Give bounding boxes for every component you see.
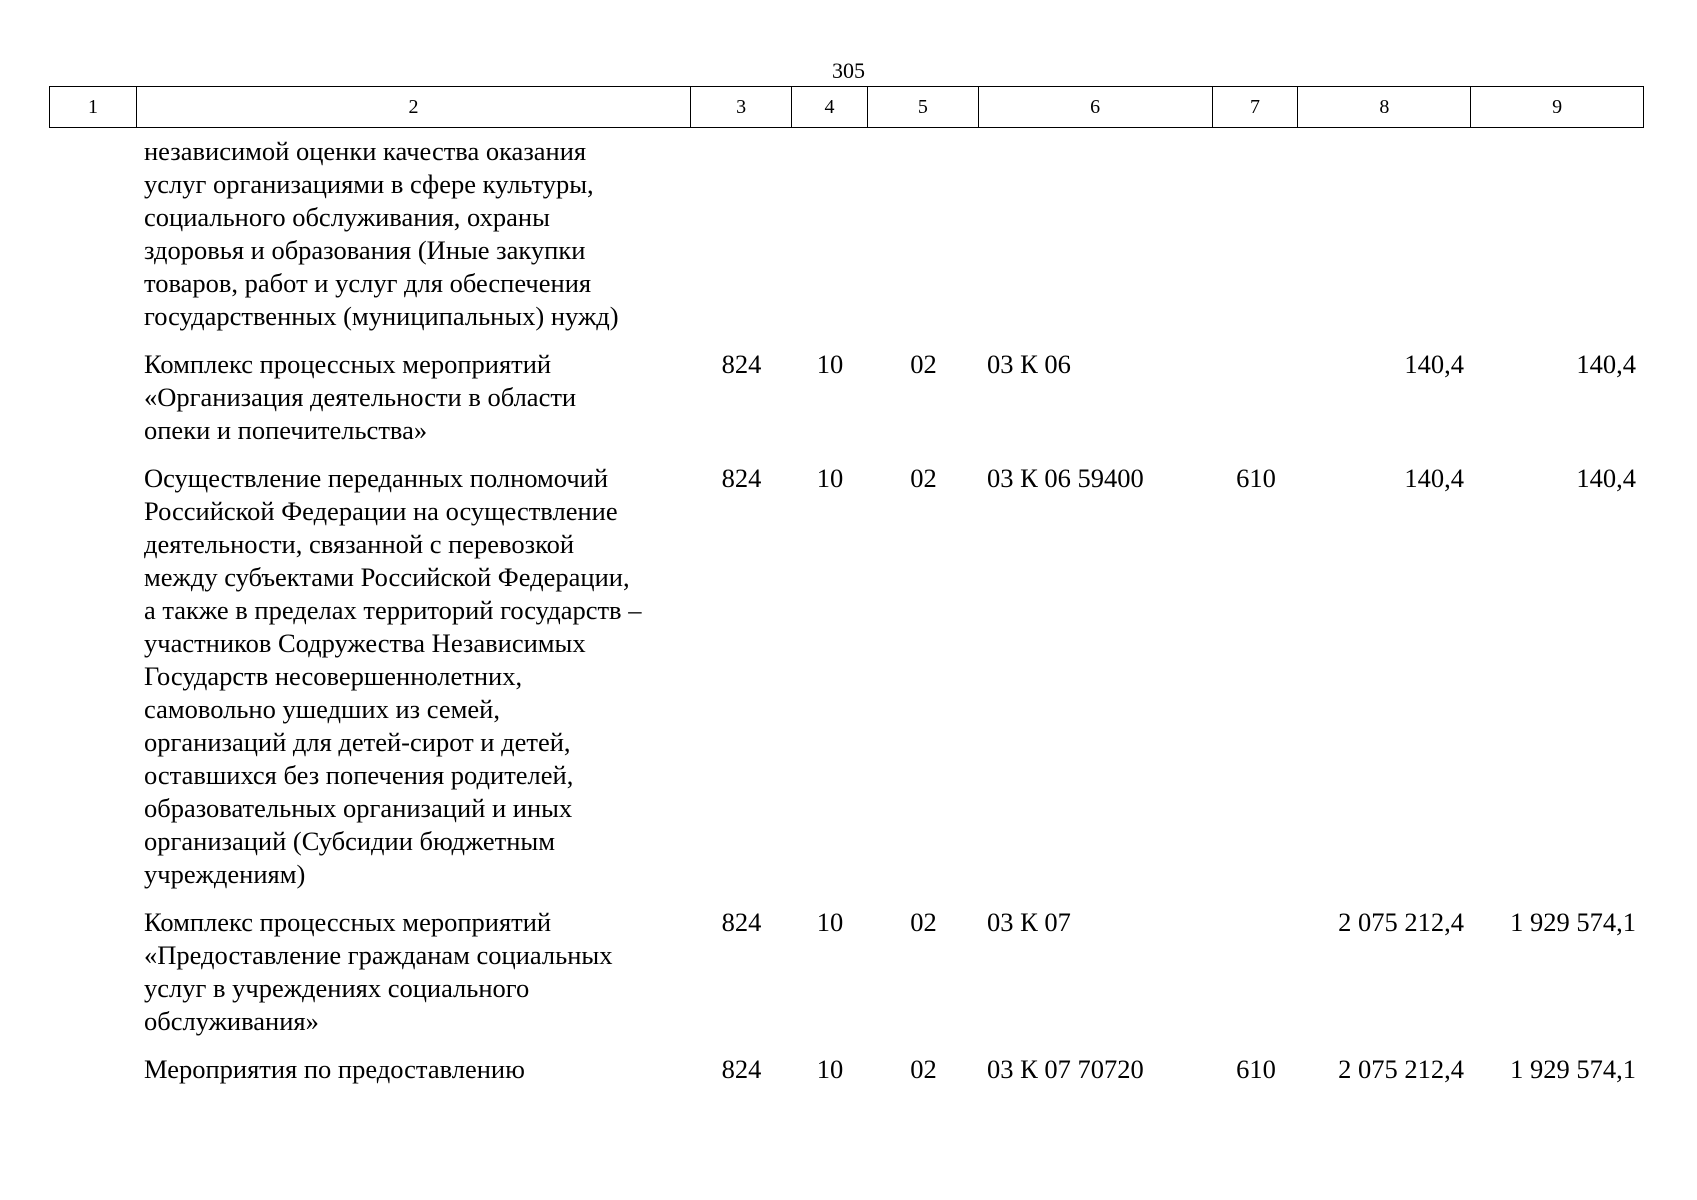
row-col-3: 824	[721, 1054, 762, 1084]
row-col-9: 1 929 574,1	[1510, 1054, 1636, 1084]
row-name: независимой оценки качества оказания услуг организациями в сфере культуры, социального обслуживания, охраны здоровья и образования (Иные закупки товаров, работ и услуг для обеспечения государственных (муниципальных) нужд)	[144, 136, 619, 331]
row-col-9	[1472, 135, 1644, 333]
row-col-8: 2 075 212,4	[1338, 907, 1464, 937]
row-col-7	[1213, 135, 1299, 333]
header-col-1: 1	[50, 87, 137, 127]
row-name: Комплекс процессных мероприятий «Предоставление гражданам социальных услуг в учреждениях социального обслуживания»	[144, 907, 613, 1036]
row-col-4: 10	[816, 463, 844, 493]
row-name: Комплекс процессных мероприятий «Организация деятельности в области опеки и попечительства»	[144, 349, 577, 445]
table-row	[49, 348, 1644, 447]
page-number: 305	[832, 58, 865, 83]
row-col-4	[792, 135, 868, 333]
header-col-5: 5	[868, 87, 979, 127]
row-col-3: 824	[721, 907, 762, 937]
header-col-3: 3	[691, 87, 792, 127]
row-col-6: 03 К 06 59400	[987, 463, 1144, 493]
row-col-5: 02	[910, 349, 937, 379]
table-header	[49, 86, 1644, 128]
row-col-5: 02	[910, 1054, 937, 1084]
header-col-8: 8	[1298, 87, 1471, 127]
header-col-9: 9	[1552, 95, 1563, 118]
table-row	[49, 906, 1644, 1038]
row-col-4: 10	[816, 907, 844, 937]
table-row	[49, 1053, 1644, 1086]
row-col-6	[979, 135, 1213, 333]
row-col-8: 140,4	[1404, 349, 1464, 379]
row-col-9: 1 929 574,1	[1510, 907, 1636, 937]
row-col-9: 140,4	[1576, 349, 1636, 379]
header-col-2: 2	[137, 87, 691, 127]
table-row	[49, 462, 1644, 891]
row-col-4: 10	[816, 349, 844, 379]
row-col-5: 02	[910, 463, 937, 493]
header-col-7: 7	[1213, 87, 1299, 127]
row-col-8: 140,4	[1404, 463, 1464, 493]
row-col-5: 02	[910, 907, 937, 937]
row-col-8: 2 075 212,4	[1338, 1054, 1464, 1084]
row-col-3	[691, 135, 792, 333]
row-col-9: 140,4	[1576, 463, 1636, 493]
header-col-4: 4	[792, 87, 868, 127]
table-row	[49, 135, 1644, 333]
row-col-3: 824	[721, 463, 762, 493]
header-col-6: 6	[979, 87, 1213, 127]
row-col-7	[1213, 906, 1299, 1038]
row-col-8	[1299, 135, 1472, 333]
row-col-6: 03 К 06	[987, 349, 1071, 379]
row-name: Мероприятия по предоставлению	[144, 1054, 525, 1084]
table-body	[49, 135, 1644, 1101]
row-col-6: 03 К 07 70720	[987, 1054, 1144, 1084]
row-col-7	[1213, 348, 1299, 447]
row-col-6: 03 К 07	[987, 907, 1071, 937]
row-col-5	[868, 135, 979, 333]
row-col-4: 10	[816, 1054, 844, 1084]
row-name: Осуществление переданных полномочий Российской Федерации на осуществление деятельности, связанной с перевозкой между субъектами Российской Федерации, а также в пределах территорий государств – участников Содружества Независимых Государств несовершеннолетних, самовольно ушедших из семей, организаций для детей-сирот и детей, оставшихся без попечения родителей, образовательных организаций и иных организаций (Субсидии бюджетным учреждениям)	[144, 463, 642, 889]
row-col-7: 610	[1236, 463, 1276, 493]
row-col-3: 824	[721, 349, 762, 379]
row-col-7: 610	[1236, 1054, 1276, 1084]
